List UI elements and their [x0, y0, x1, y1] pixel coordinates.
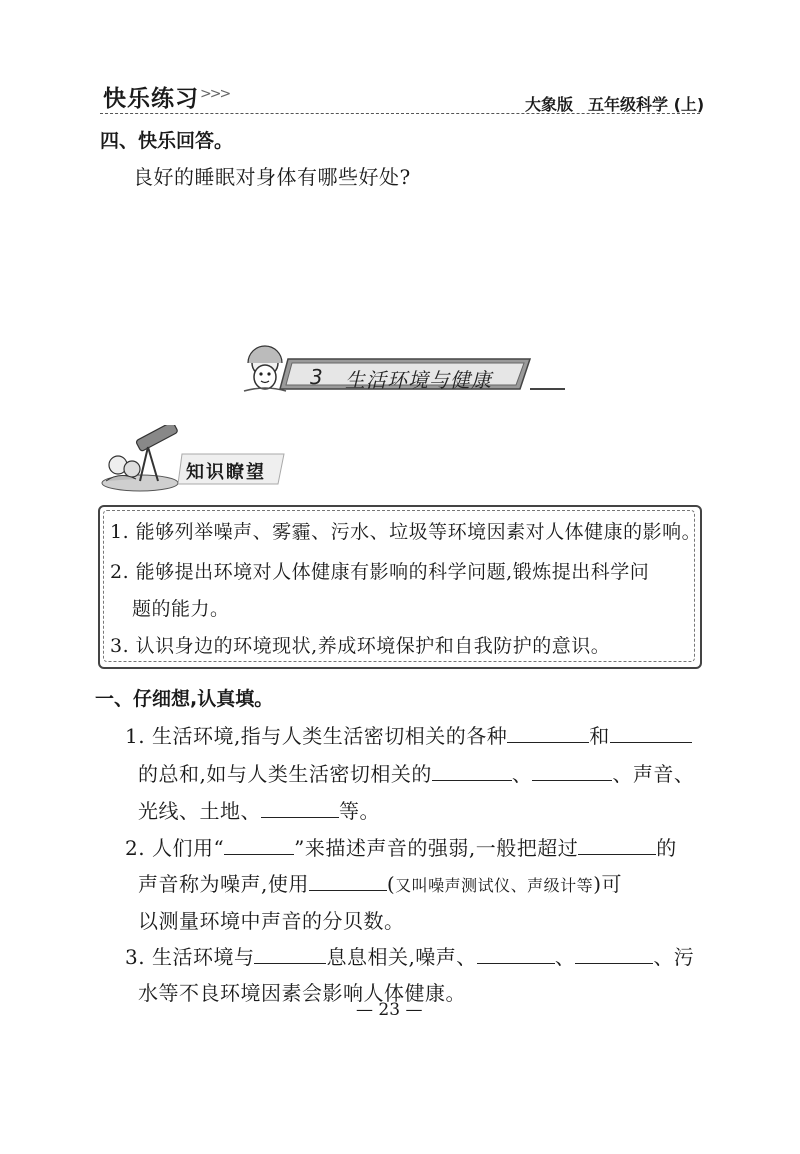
knowledge-item-2-cont: 题的能力。 [132, 598, 230, 620]
q3-blank-2[interactable] [477, 945, 555, 964]
q1-text-c: 的总和,如与人类生活密切相关的 [138, 762, 432, 786]
section4-question: 良好的睡眠对身体有哪些好处? [133, 165, 411, 189]
q1-line2 [138, 758, 694, 787]
q1-blank-3[interactable] [432, 762, 512, 781]
section4-title: 四、快乐回答。 [100, 130, 234, 152]
q2-blank-3[interactable] [309, 872, 387, 891]
q2-text-note: 又叫噪声测试仪、声级计等 [395, 876, 594, 895]
header-publisher: 大象版 [525, 95, 574, 114]
q1-text-b: 和 [589, 724, 610, 748]
knowledge-item-3: 3. 认识身边的环境现状,养成环境保护和自我防护的意识。 [110, 635, 611, 657]
header-chevron-icon: >>> [200, 86, 230, 102]
telescope-kids-icon [100, 425, 182, 493]
q2-line3: 以测量环境中声音的分贝数。 [138, 909, 405, 933]
q3-line1 [125, 941, 694, 970]
header-divider [100, 113, 700, 114]
q3-blank-1[interactable] [254, 945, 326, 964]
q1-text-g: 等。 [339, 799, 380, 823]
q1-blank-2[interactable] [610, 724, 692, 743]
q2-text-b: ”来描述声音的强弱,一般把超过 [294, 836, 579, 860]
page-number: — 23 — [356, 1000, 423, 1020]
knowledge-item-2: 2. 能够提出环境对人体健康有影响的科学问题,锻炼提出科学问 [110, 561, 650, 583]
lesson-title: 生活环境与健康 [345, 368, 492, 392]
q3-text-a: 3. 生活环境与 [125, 945, 255, 969]
q2-blank-2[interactable] [578, 836, 656, 855]
q3-blank-3[interactable] [575, 945, 653, 964]
q2-blank-1[interactable] [224, 836, 294, 855]
q2-line2 [138, 868, 622, 897]
q1-line3 [138, 795, 380, 824]
q1-text-f: 光线、土地、 [138, 799, 261, 823]
q1-text-a: 1. 生活环境,指与人类生活密切相关的各种 [125, 724, 508, 748]
cartoon-character-icon [244, 346, 286, 391]
q2-text-d: 声音称为噪声,使用 [138, 872, 309, 896]
section1-title: 一、仔细想,认真填。 [95, 688, 274, 710]
lesson-number: 3 [310, 365, 323, 389]
q1-blank-5[interactable] [261, 799, 339, 818]
q3-text-c: 、 [554, 945, 576, 969]
q2-text-e: ( [386, 872, 396, 896]
knowledge-title: 知识瞭望 [186, 462, 266, 483]
header-grade: 五年级科学 (上) [588, 95, 705, 114]
q3-line2: 水等不良环境因素会影响人体健康。 [138, 981, 466, 1005]
q1-blank-1[interactable] [507, 724, 589, 743]
knowledge-item-1: 1. 能够列举噪声、雾霾、污水、垃圾等环境因素对人体健康的影响。 [110, 521, 702, 543]
q3-text-b: 息息相关,噪声、 [326, 945, 477, 969]
q2-text-c: 的 [656, 836, 677, 860]
q1-text-e: 、声音、 [612, 762, 695, 786]
q1-line1 [125, 720, 692, 749]
q2-line1 [125, 832, 677, 861]
q1-blank-4[interactable] [532, 762, 612, 781]
header-brand: 快乐练习 [103, 86, 199, 112]
q2-text-f: )可 [593, 872, 622, 896]
q2-text-a: 2. 人们用“ [125, 836, 225, 860]
q1-text-d: 、 [511, 762, 533, 786]
q3-text-d: 、污 [653, 945, 695, 969]
